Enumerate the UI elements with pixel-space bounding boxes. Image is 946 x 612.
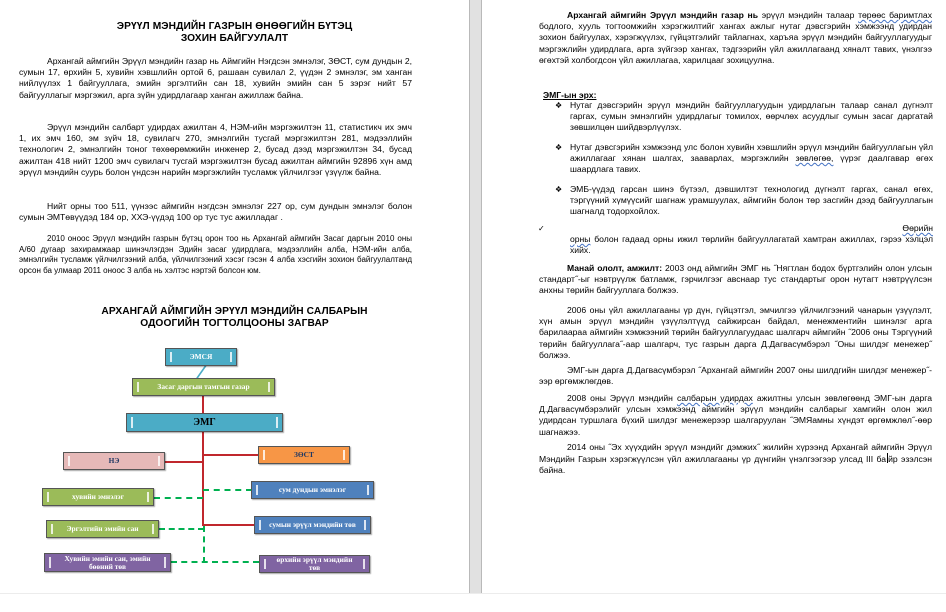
node-revolving-pharmacy[interactable]: [46, 520, 159, 538]
node-emg[interactable]: [126, 413, 283, 432]
paragraph-organizations[interactable]: [19, 56, 412, 101]
paragraph-text: Архангай аймгийн Эрүүл мэндийн газар нь Аймгийн Нэгдсэн эмнэлэг, ЗӨСТ, сум дундын 2, сумын 17, өрхийн 5, хувийн хэвшлийн ортой 6, рашаан сувилал 2, үүдэн 2 эмнэлэг, эм ханган нийлүүлэх 1 байгууллага, эмийн эргэлтийн сан 18, хувийн эмийн сан 5 зэрэг нийт 57 байгууллагыг мэргэжил, арга зүйн удирдлагаар ханган ажиллаж байна.: [19, 56, 412, 100]
chart-title-line-1: АРХАНГАЙ АЙМГИЙН ЭРҮҮЛ МЭНДИЙН САЛБАРЫН: [101, 306, 368, 317]
diamond-bullet-icon: ❖: [555, 143, 563, 152]
node-label: сумын эрүүл мэндийн төв: [269, 520, 356, 529]
node-label: Засаг даргын тамгын газар: [157, 382, 250, 391]
node-soum-health-center[interactable]: [254, 516, 371, 534]
node-label: хувийн эмнэлэг: [72, 492, 124, 501]
node-inter-soum-hospital[interactable]: [251, 481, 374, 499]
paragraph-2006[interactable]: [539, 305, 932, 361]
paragraph-text: Нийт орны тоо 511, үүнээс аймгийн нэгдсэн эмнэлэг 227 ор, сум дундын эмнэлэг болон сумын ЭМТөвүүдэд 184 ор, ХХЭ-үүдэд 100 ор тус тус ажилладаг .: [19, 201, 412, 223]
intro-bold-text: Архангай аймгийн Эрүүл мэндийн газар нь: [567, 10, 759, 20]
spellcheck-word[interactable]: салбарын удирдах: [676, 393, 753, 403]
page-gutter: [469, 0, 482, 593]
diamond-bullet-icon: ❖: [555, 101, 563, 110]
chart-title: [0, 306, 469, 330]
connector-zasag-emg: [202, 396, 204, 413]
achievement-bold-text: Манай ололт, амжилт:: [567, 263, 663, 273]
title-line-2: ЗОХИН БАЙГУУЛАЛТ: [180, 33, 289, 44]
node-ne[interactable]: [63, 452, 165, 470]
paragraph-text: 2010 оноос Эрүүл мэндийн газрын бүтэц орон тоо нь Архангай аймгийн Засаг даргын 2010 оны А/60 дугаар захирамжаар шинэчлэгдэн Эдийн засаг удирдлага, мэдээллийн алба, НЭМ-ийн алба, эмнэлгийн тусламж үйлчилгээний алба, үйлчилгээний хэсэг гэсэн 4 алба хэсгийн зохион байгуулалтанд орсон ба улмаар 2011 оноос 3 алба нь хэлтэс нэртэй болсон юм.: [19, 234, 412, 275]
dashed-connector-revolving-pharmacy: [159, 528, 204, 530]
title-line-1: ЭРҮҮЛ МЭНДИЙН ГАЗРЫН ӨНӨӨГИЙН БҮТЭЦ: [116, 21, 353, 32]
paragraph-text: ажилтны улсын зөвлөгөөнд ЭМГ-ын дарга Д.Дагвасүмбэрэлийг улсын хэмжээнд аймгийн эрүүл мэндийн салбарыг хамгийн олон жил удирдсан туршлага бүхий шилдэг менежерээр шалгаруулан ˝ЭМЯамны хүндэт өргөмжлөл˝-өөр шагнажээ.: [539, 393, 932, 437]
node-zost[interactable]: [258, 446, 350, 464]
bullet-text: Нутаг дэвсгэрийн эрүүл мэндийн байгууллагуудын удирдлагын талаар санал дүгнэлт гаргах, сумын эмнэлгийн удирдлагыг томилох, өөрчлөх асуудлыг сумын засаг даргатай зөвшилцөн шийдвэрлүүлэх.: [570, 100, 933, 133]
diamond-bullet-icon: ❖: [555, 185, 563, 194]
checkmark-bullet-icon: ✓: [538, 224, 545, 233]
paragraph-text: Эрүүл мэндийн салбарт удирдах ажилтан 4, НЭМ-ийн мэргэжилтэн 11, статистикч их эмч 1, их эмч 160, эм зүйч 18, сувилагч 270, эмнэлгийн тусгай мэргэжилтэн 281, мэдээллийн технологич 2, эмнэлгийн тоног төхөөрөмжийн инженер 2, бусад дээд мэргэжилтэн 34, бусад ажилтан 418 нийт 1200 эмч сувилагч тусгай мэргэжилтэн бусад ажилтан аймгийн 92896 хүн амд эрүүл мэндийн суурь болон үндсэн нарийн мэргэжлийн тусламж үйлчилгээг үзүүлж байна.: [19, 122, 412, 177]
node-label: НЭ: [108, 456, 120, 465]
node-emsya[interactable]: [165, 348, 237, 366]
spellcheck-word[interactable]: орны: [570, 234, 591, 245]
paragraph-text: 2008 оны Эрүүл мэндийн: [567, 393, 677, 403]
paragraph-text: 2003 онд аймгийн ЭМГ нь ˝Нягтлан бодох бүртгэлийн олон улсын стандарт˝-ыг нэвтрүүлж батламж, гэрчилгээг авснаар тус стандартыг орон нутагт нэвтрүүлсэн анхны төрийн байгууллага болжээ.: [539, 263, 932, 296]
paragraph-text: ЭМГ-ын дарга Д.Дагвасүмбэрэл ˝Архангай аймгийн 2007 оны шилдгийн шилдэг менежер˝-ээр өргөмжлөгдөв.: [539, 365, 932, 387]
node-label: өрхийн эрүүл мэндийн төв: [276, 555, 353, 572]
paragraph-2010-structure[interactable]: [19, 234, 412, 276]
bullet-text: Нутаг дэвсгэрийн хэмжээнд улс болон хувийн хэвшлийн эрүүл мэндийн байгууллагын үйл ажиллагааг хянан шалгах, зааварлах, мэргэжлийн: [570, 142, 933, 164]
spellcheck-word[interactable]: төрөөс баримтлах: [858, 10, 933, 20]
node-label: сум дундын эмнэлэг: [278, 485, 347, 494]
bullet-item-4[interactable]: [570, 223, 933, 257]
paragraph-staff[interactable]: [19, 122, 412, 178]
page-title: [0, 21, 469, 45]
paragraph-2007[interactable]: [539, 365, 932, 387]
node-private-hospital[interactable]: [42, 488, 154, 506]
document-page-left: [0, 0, 469, 593]
node-label: ЭМСЯ: [189, 352, 213, 361]
dashed-connector-inter-soum-hospital: [203, 489, 252, 491]
paragraph-beds[interactable]: [19, 201, 412, 223]
connector-soum-health-center: [203, 524, 255, 526]
node-family-health-center[interactable]: [259, 555, 370, 573]
workspace-bottom: [0, 593, 946, 612]
paragraph-2014[interactable]: [539, 442, 932, 477]
connector-ne: [165, 461, 203, 463]
connector-zost: [203, 454, 259, 456]
dashed-connector-private-pharmacy-family: [171, 561, 259, 563]
bullet-text: болон гадаад орны ижил төрлийн байгууллагатай хамтран ажиллах, гэрээ хэлцэл хийх.: [570, 234, 933, 256]
paragraph-text: бодлого, хууль тогтоомжийн хэрэгжилтийг хангах ажлыг нутаг дэвсгэрийн хэмжээнд удирдан зохион байгуулах, хэрэгжүүлэх, гүйцэтгэлийг тайлагнах, харъяа эрүүл мэндийн байгууллагуудыг мэргэжлийн удирдлага, арга зүйгээр хангах, тэдгээрийн үйл ажиллагаанд хяналт тавих, үнэлгээ өгөхтэй холбогдсон үйл ажиллагаа, харилцааг зохицуулна.: [539, 21, 932, 65]
spellcheck-word[interactable]: зөвлөгөө,: [795, 153, 834, 164]
paragraph-text: йр эзэлсэн байна.: [539, 454, 932, 476]
node-label: ЭМГ: [193, 416, 216, 428]
paragraph-text: эрүүл мэндийн талаар: [758, 10, 859, 20]
node-label: Эргэлтийн эмийн сан: [66, 524, 139, 533]
rights-heading: ЭМГ-ын эрх:: [543, 90, 597, 100]
bullet-text: үүрэг даалгавар өгөх шаардлага тавих.: [570, 153, 934, 175]
paragraph-text: 2014 оны ˝Эх хүүхдийн эрүүл мэндийг дэмжих˝ жилийн хүрээнд Архангай аймгийн Эрүүл Мэндийн Газрын хэрэгжүүлсэн үйл ажиллагааны үр дүнгийн үнэлгээгээр улсад III ба: [539, 442, 932, 465]
document-page-right: [482, 0, 946, 593]
paragraph-achievements[interactable]: [539, 263, 932, 297]
spellcheck-word[interactable]: Өөрийн: [902, 223, 933, 233]
node-label: ЗӨСТ: [294, 450, 314, 459]
bullet-item-1[interactable]: [570, 100, 933, 134]
dashed-connector-trunk: [203, 526, 205, 563]
bullet-item-2[interactable]: [570, 142, 933, 176]
node-label: Хувийн эмийн сан, эмийн бөөний төв: [64, 553, 151, 571]
dashed-connector-private-hospital: [154, 497, 203, 499]
chart-title-line-2: ОДООГИЙН ТОГТОЛЦООНЫ ЗАГВАР: [140, 318, 329, 329]
paragraph-intro[interactable]: [539, 10, 932, 66]
connector-emg-trunk: [202, 432, 204, 526]
bullet-text: ЭМБ-үүдэд гарсан шинэ бүтээл, дэвшилтэт технологид дүгнэлт гаргах, санал өгөх, тэргүүний хүмүүсийг шагнаж урамшуулах, аймгийн болон төр засгийн дээд байгууллагын шагналд тодорхойлох.: [570, 184, 933, 217]
node-zasag-darga-office[interactable]: [132, 378, 275, 396]
paragraph-2008[interactable]: [539, 393, 932, 438]
bullet-item-3[interactable]: [570, 184, 933, 218]
node-private-pharmacy[interactable]: [44, 553, 171, 572]
paragraph-text: 2006 оны үйл ажиллагааны үр дүн, гүйцэтгэл, эмчилгээ үйлчилгээний чанарын үзүүлэлт, хүн амын эрүүл мэндийн үзүүлэлтүүд сайжирсан байдал, менежментийн шинэлэг арга барилаараа аймгийн хэмжээний төрийн байгууллагуудаас шалгарч аймгийн ˝2006 оны Тэргүүний төрийн байгууллага˝-аар шалгарч, тус газрын дарга Д.Дагвасүмбэрэл ˝Оны шилдэг менежер˝ болжээ.: [539, 305, 932, 360]
